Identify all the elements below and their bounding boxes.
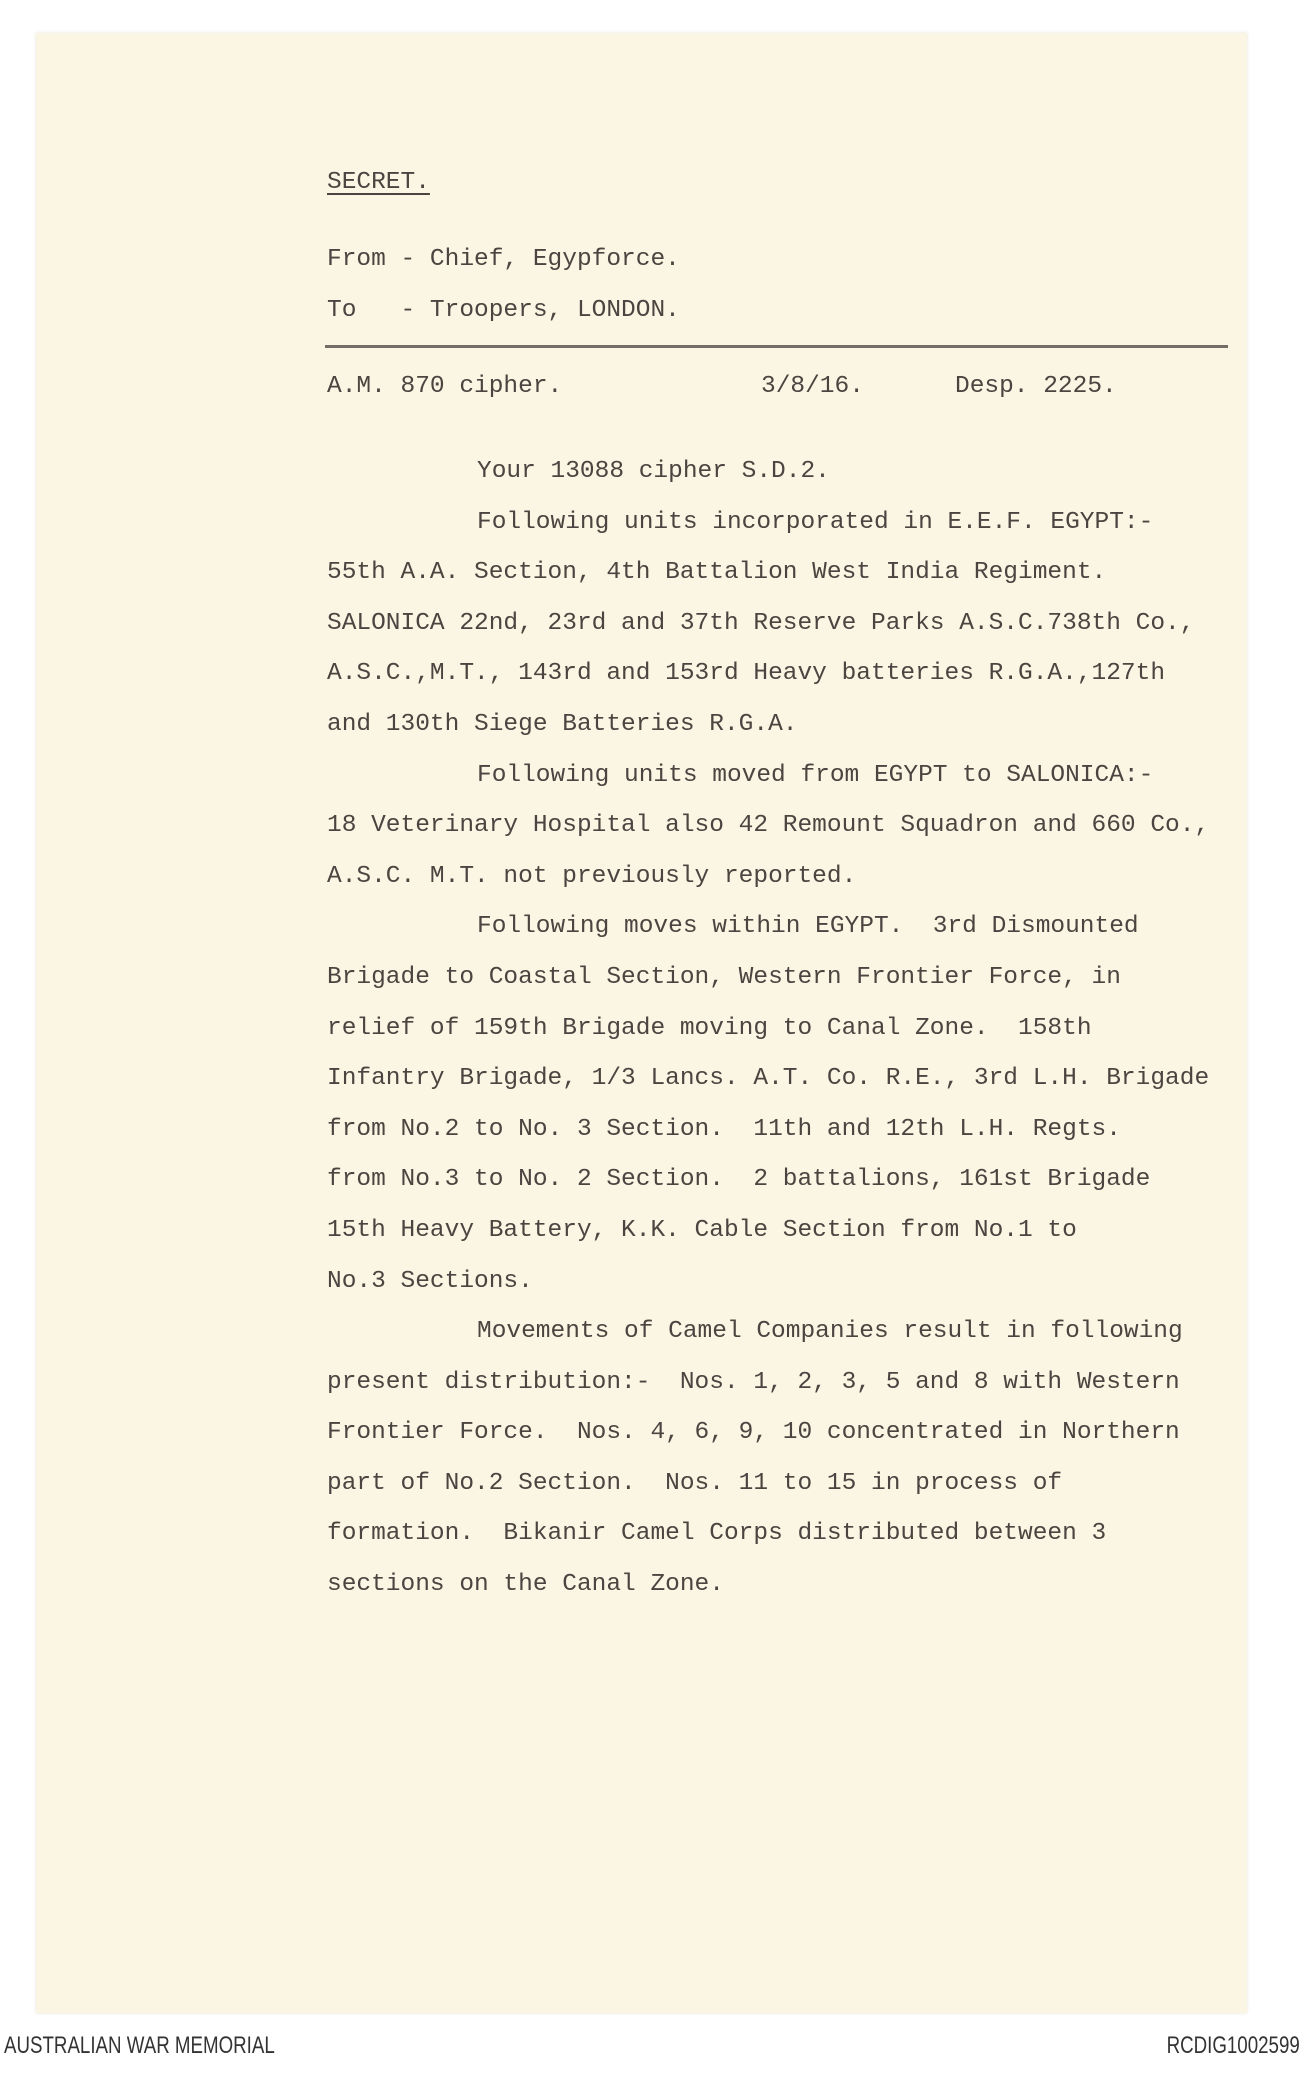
reference-number: A.M. 870 cipher. bbox=[327, 373, 563, 400]
catalogue-id: RCDIG1002599 bbox=[1166, 2032, 1300, 2059]
message-date: 3/8/16. bbox=[761, 373, 864, 400]
body-line: part of No.2 Section. Nos. 11 to 15 in process of bbox=[327, 1469, 1063, 1497]
institution-label: AUSTRALIAN WAR MEMORIAL bbox=[4, 2032, 275, 2059]
body-line: 55th A.A. Section, 4th Battalion West India Regiment. bbox=[327, 559, 1107, 587]
body-line: A.S.C.,M.T., 143rd and 153rd Heavy batteries R.G.A.,127th bbox=[327, 660, 1166, 688]
header-divider bbox=[325, 345, 1228, 348]
body-line: sections on the Canal Zone. bbox=[327, 1571, 724, 1599]
body-line: SALONICA 22nd, 23rd and 37th Reserve Parks A.S.C.738th Co., bbox=[327, 609, 1195, 637]
classification-heading: SECRET. bbox=[327, 169, 430, 196]
body-line: No.3 Sections. bbox=[327, 1267, 533, 1295]
to-line: To - Troopers, LONDON. bbox=[327, 297, 680, 324]
body-line: present distribution:- Nos. 1, 2, 3, 5 and 8 with Western bbox=[327, 1368, 1180, 1396]
body-line: Brigade to Coastal Section, Western Frontier Force, in bbox=[327, 963, 1121, 991]
body-line: A.S.C. M.T. not previously reported. bbox=[327, 862, 857, 890]
body-line: relief of 159th Brigade moving to Canal Zone. 158th bbox=[327, 1014, 1092, 1042]
message-body bbox=[327, 447, 1209, 1611]
despatch-number: Desp. 2225. bbox=[955, 373, 1117, 400]
body-line: Following units incorporated in E.E.F. EGYPT:- bbox=[477, 508, 1154, 536]
body-line: from No.3 to No. 2 Section. 2 battalions, 161st Brigade bbox=[327, 1166, 1151, 1194]
body-line: formation. Bikanir Camel Corps distributed between 3 bbox=[327, 1520, 1107, 1548]
body-line: 18 Veterinary Hospital also 42 Remount Squadron and 660 Co., bbox=[327, 812, 1210, 840]
body-line: Infantry Brigade, 1/3 Lancs. A.T. Co. R.E., 3rd L.H. Brigade bbox=[327, 1065, 1210, 1093]
body-line: Following moves within EGYPT. 3rd Dismounted bbox=[477, 913, 1139, 941]
body-line: Movements of Camel Companies result in following bbox=[477, 1318, 1183, 1346]
from-line: From - Chief, Egypforce. bbox=[327, 246, 680, 273]
body-line: Following units moved from EGYPT to SALONICA:- bbox=[477, 761, 1154, 789]
body-line: Your 13088 cipher S.D.2. bbox=[477, 458, 830, 485]
body-line: and 130th Siege Batteries R.G.A. bbox=[327, 710, 798, 738]
body-line: from No.2 to No. 3 Section. 11th and 12th L.H. Regts. bbox=[327, 1115, 1121, 1143]
body-line: Frontier Force. Nos. 4, 6, 9, 10 concentrated in Northern bbox=[327, 1419, 1180, 1447]
body-line: 15th Heavy Battery, K.K. Cable Section from No.1 to bbox=[327, 1216, 1077, 1244]
